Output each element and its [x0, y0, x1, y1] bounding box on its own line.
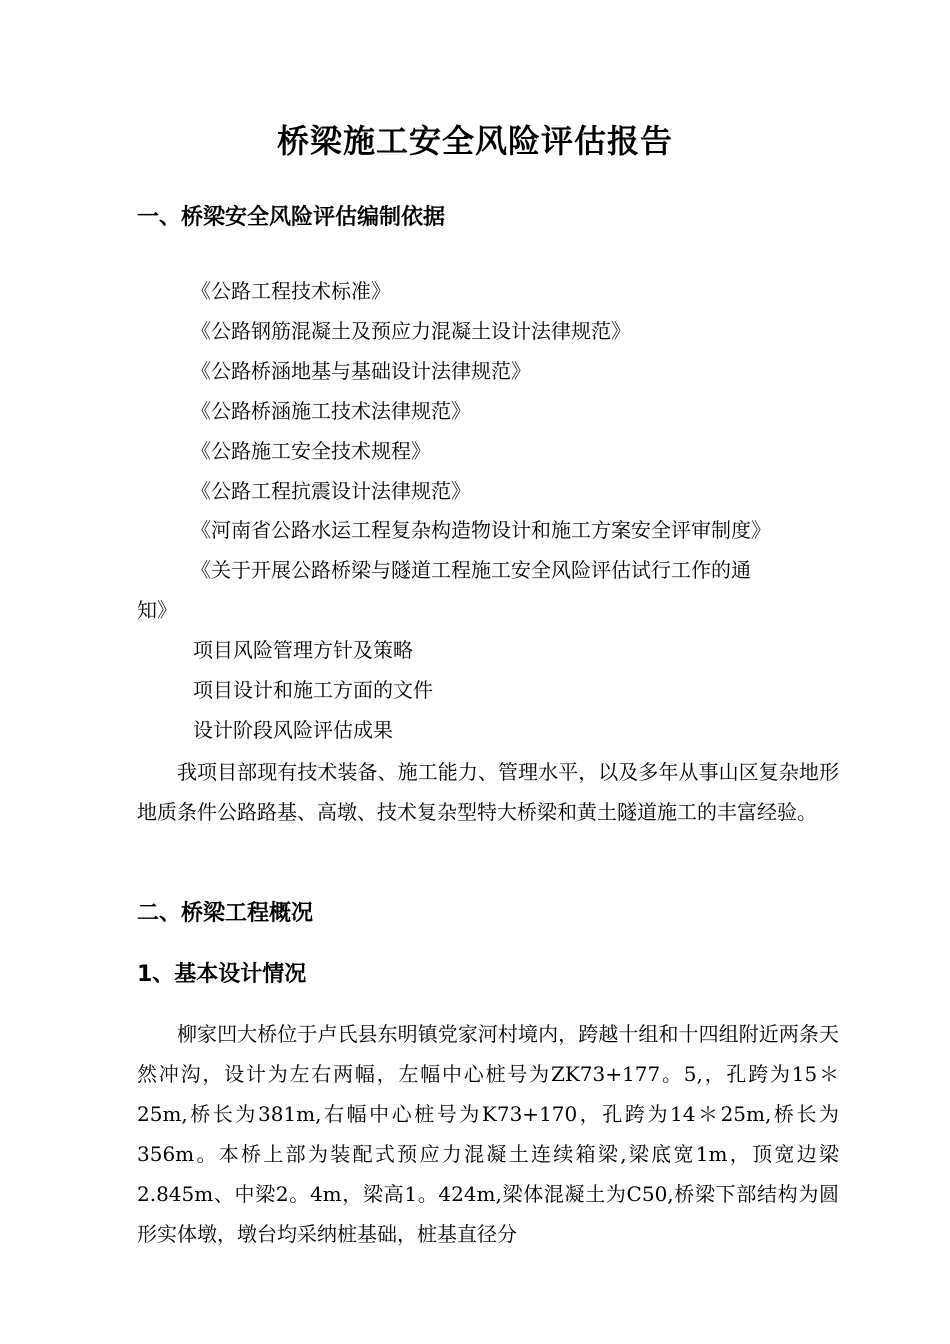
section2-heading: 二、桥梁工程概况 — [137, 901, 314, 926]
reference-item: 《公路钢筋混凝土及预应力混凝土设计法律规范》 — [191, 319, 631, 343]
section2-body-paragraph: 柳家凹大桥位于卢氏县东明镇党家河村境内，跨越十组和十四组附近两条天然冲沟，设计为左右两幅，左幅中心桩号为ZK73+177。5,，孔跨为15＊25m,桥长为381m,右幅中心桩号为K73+170，孔跨为14＊25m,桥长为356m。本桥上部为装配式预应力混凝土连续箱梁,梁底宽1m，顶宽边梁2.845m、中梁2。4m，梁高1。424m,梁体混凝土为C50,桥梁下部结构为圆形实体墩，墩台均采纳桩基础，桩基直径分 — [137, 1022, 839, 1246]
reference-item: 《河南省公路水运工程复杂构造物设计和施工方案安全评审制度》 — [191, 518, 771, 542]
subsection-heading: 1、基本设计情况 — [137, 962, 307, 987]
reference-item: 《公路工程抗震设计法律规范》 — [191, 479, 471, 503]
reference-item: 项目设计和施工方面的文件 — [193, 678, 433, 702]
reference-item: 《关于开展公路桥梁与隧道工程施工安全风险评估试行工作的通 — [191, 558, 751, 582]
document-title: 桥梁施工安全风险评估报告 — [276, 122, 673, 160]
reference-item: 项目风险管理方针及策略 — [193, 638, 413, 662]
section1-summary-paragraph: 我项目部现有技术装备、施工能力、管理水平，以及多年从事山区复杂地形地质条件公路路基、高墩、技术复杂型特大桥梁和黄土隧道施工的丰富经验。 — [137, 760, 839, 824]
reference-item: 《公路工程技术标准》 — [191, 279, 391, 303]
reference-item-continuation: 知》 — [137, 598, 177, 622]
reference-item: 设计阶段风险评估成果 — [193, 718, 393, 742]
reference-item: 《公路桥涵施工技术法律规范》 — [191, 399, 471, 423]
reference-item: 《公路桥涵地基与基础设计法律规范》 — [191, 359, 531, 383]
reference-item: 《公路施工安全技术规程》 — [191, 439, 431, 463]
section1-heading: 一、桥梁安全风险评估编制依据 — [137, 205, 446, 230]
